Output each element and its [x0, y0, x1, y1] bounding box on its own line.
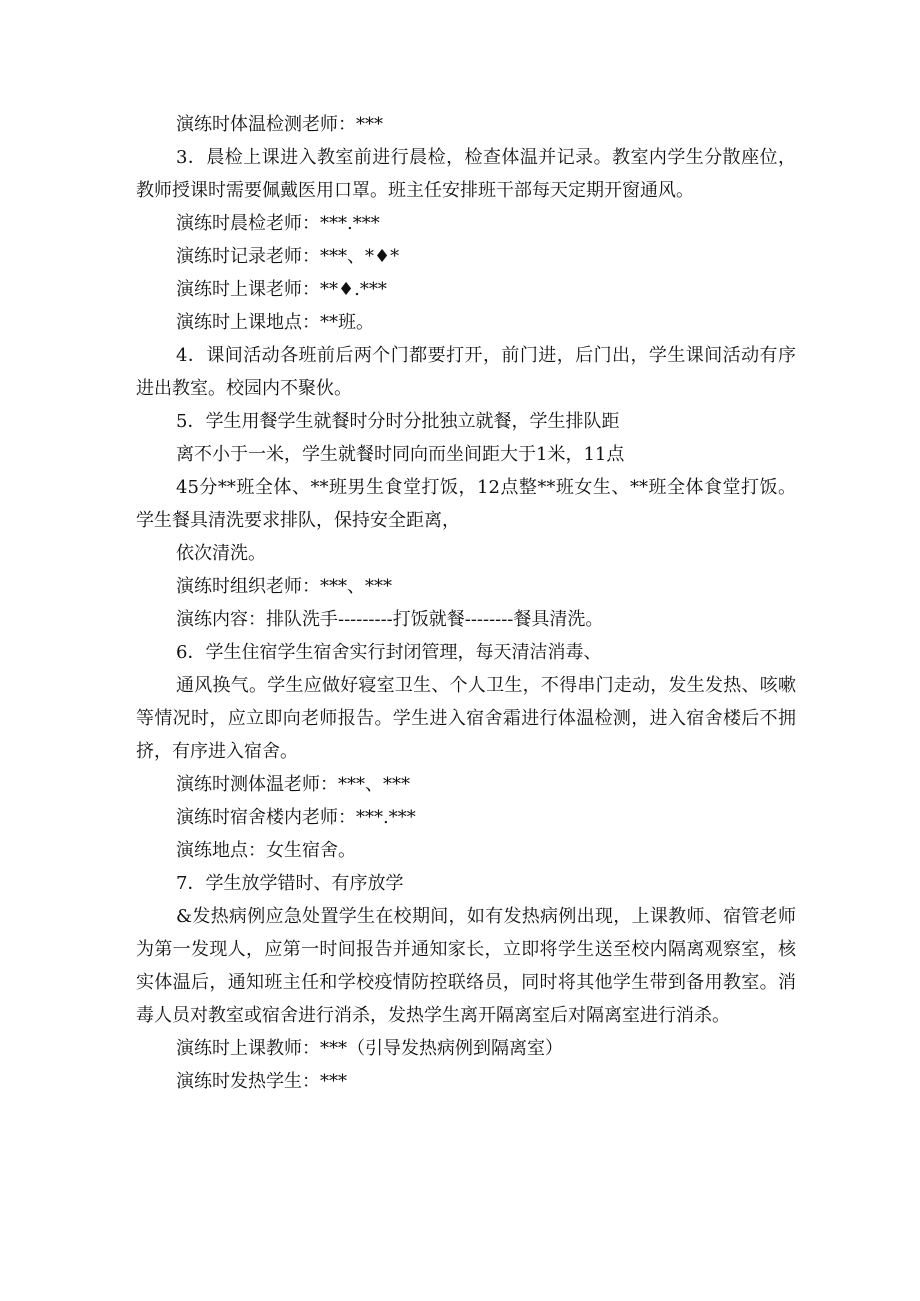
paragraph-drill-content: 演练内容：排队洗手---------打饭就餐--------餐具清洗。 — [176, 609, 604, 630]
paragraph-morning-check-teacher: 演练时晨检老师：***.*** — [176, 213, 380, 234]
paragraph-dorm-temperature-teacher: 演练时测体温老师：***、*** — [176, 774, 410, 795]
paragraph-dorm-location: 演练地点：女生宿舍。 — [176, 840, 356, 861]
paragraph-dismissal: 7．学生放学错时、有序放学 — [176, 873, 404, 894]
paragraph-dorm-building-teacher: 演练时宿舍楼内老师：***.*** — [176, 807, 416, 828]
paragraph-dorm-2: 通风换气。学生应做好寝室卫生、个人卫生，不得串门走动，发生发热、咳嗽等情况时，应立即向老师报告。学生进入宿舍霜进行体温检测，进入宿舍楼后不拥挤，有序进入宿舍。 — [136, 675, 796, 762]
paragraph-class-teacher: 演练时上课老师：**♦.*** — [176, 279, 387, 300]
paragraph-dorm-1: 6．学生住宿学生宿舍实行封闭管理，每天清洁消毒、 — [176, 642, 602, 663]
paragraph-fever-student: 演练时发热学生：*** — [176, 1071, 347, 1092]
paragraph-dining-1: 5．学生用餐学生就餐时分时分批独立就餐，学生排队距 — [176, 411, 620, 432]
paragraph-dining-2: 离不小于一米，学生就餐时同向而坐间距大于1米，11点 — [176, 444, 625, 465]
paragraph-record-teacher: 演练时记录老师：***、*♦* — [176, 246, 400, 267]
paragraph-temperature-teacher: 演练时体温检测老师：*** — [176, 114, 383, 135]
paragraph-class-location: 演练时上课地点：**班。 — [176, 312, 374, 333]
paragraph-break-activity: 4．课间活动各班前后两个门都要打开，前门进，后门出，学生课间活动有序进出教室。校园内不聚伙。 — [136, 345, 796, 399]
paragraph-fever-response: &发热病例应急处置学生在校期间，如有发热病例出现，上课教师、宿管老师为第一发现人，应第一时间报告并通知家长，立即将学生送至校内隔离观察室，核实体温后，通知班主任和学校疫情防控联络员，同时将其他学生带到备用教室。消毒人员对教室或宿舍进行消杀，发热学生离开隔离室后对隔离室进行消杀。 — [136, 906, 796, 1026]
paragraph-fever-teacher: 演练时上课教师：***（引导发热病例到隔离室） — [176, 1038, 563, 1059]
paragraph-organize-teacher: 演练时组织老师：***、*** — [176, 576, 392, 597]
document-body — [136, 108, 796, 1098]
paragraph-morning-check: 3．晨检上课进入教室前进行晨检，检查体温并记录。教室内学生分散座位，教师授课时需要佩戴医用口罩。班主任安排班干部每天定期开窗通风。 — [136, 147, 796, 201]
paragraph-dining-3: 45分**班全体、**班男生食堂打饭，12点整**班女生、**班全体食堂打饭。学生餐具清洗要求排队，保持安全距离， — [136, 477, 796, 531]
paragraph-dining-4: 依次清洗。 — [176, 543, 266, 564]
